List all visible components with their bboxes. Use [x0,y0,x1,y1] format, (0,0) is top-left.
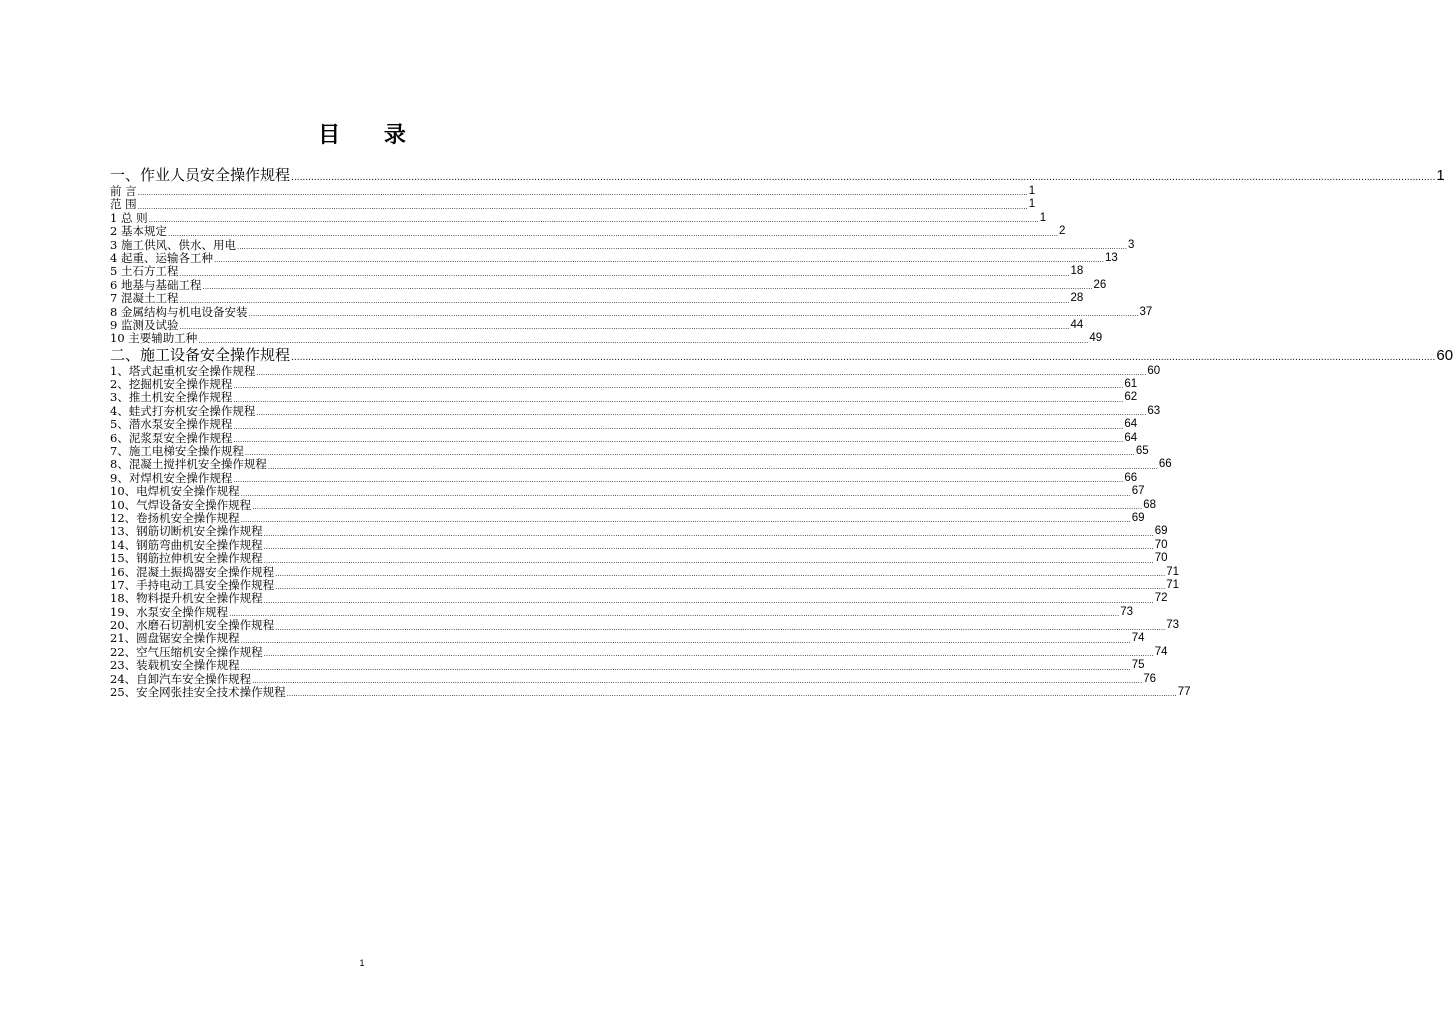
toc-page-number: 1 [1028,184,1036,197]
toc-row[interactable] [110,510,1145,525]
toc-dot-leader: ................................................................................................................................................................................................................................................................................................................................................................................................................ [256,409,1147,418]
toc-dot-leader: ................................................................................................................................................................................................................................................................................................................................................................................................................ [233,382,1124,391]
toc-page-number: 71 [1166,565,1179,578]
toc-dot-leader: ................................................................................................................................................................................................................................................................................................................................................................................................................ [233,436,1124,445]
toc-page-number: 74 [1131,632,1145,645]
toc-page-number: 37 [1139,305,1153,318]
toc-page-number: 64 [1124,431,1138,444]
toc-dot-leader: ................................................................................................................................................................................................................................................................................................................................................................................................................ [256,369,1147,378]
toc-entry-label: 1 总 则 [110,210,148,225]
toc-entry-label: 3 施工供风、供水、用电 [110,237,236,252]
toc-entry-label: 7 混凝土工程 [110,291,179,306]
toc-dot-leader: ................................................................................................................................................................................................................................................................................................................................................................................................................ [263,650,1154,659]
toc-row[interactable] [110,484,1145,499]
toc-row[interactable] [110,331,1103,346]
toc-dot-leader: ................................................................................................................................................................................................................................................................................................................................................................................................................ [244,449,1135,458]
toc-row[interactable] [110,671,1156,686]
toc-page-number: 13 [1105,251,1118,264]
toc-entry-label: 25、安全网张挂安全技术操作规程 [110,685,286,700]
toc-row[interactable] [110,658,1145,673]
toc-dot-leader: ................................................................................................................................................................................................................................................................................................................................................................................................................ [291,352,1436,363]
toc-dot-leader: ................................................................................................................................................................................................................................................................................................................................................................................................................ [291,173,1436,183]
toc-entry-label: 15、钢筋拉伸机安全操作规程 [110,551,263,566]
toc-row[interactable] [110,591,1168,606]
toc-entry-label: 10、电焊机安全操作规程 [110,484,240,499]
toc-page-number: 69 [1131,511,1145,524]
toc-dot-leader: ................................................................................................................................................................................................................................................................................................................................................................................................................ [263,596,1154,605]
toc-entry-label: 6 地基与基础工程 [110,277,202,292]
toc-page-number: 2 [1059,225,1066,238]
toc-page-number: 60 [1147,364,1161,377]
toc-row[interactable] [110,377,1138,392]
toc-dot-leader: ................................................................................................................................................................................................................................................................................................................................................................................................................ [240,516,1131,525]
toc-row[interactable] [110,631,1145,646]
toc-page-number: 73 [1120,605,1133,618]
toc-dot-leader: ................................................................................................................................................................................................................................................................................................................................................................................................................ [167,229,1059,238]
toc-entry-label: 23、装载机安全操作规程 [110,658,240,673]
toc-dot-leader: ................................................................................................................................................................................................................................................................................................................................................................................................................ [202,283,1093,292]
toc-row[interactable] [110,390,1138,405]
toc-dot-leader: ................................................................................................................................................................................................................................................................................................................................................................................................................ [248,309,1139,318]
toc-dot-leader: ................................................................................................................................................................................................................................................................................................................................................................................................................ [236,242,1128,251]
toc-entry-label: 7、施工电梯安全操作规程 [110,444,244,459]
toc-row[interactable] [110,618,1179,633]
toc-page-number: 18 [1070,265,1084,278]
toc-row[interactable] [110,264,1084,279]
toc-page-number: 26 [1093,278,1107,291]
toc-section-row[interactable] [110,166,1445,185]
toc-row[interactable] [110,183,1036,198]
toc-dot-leader: ................................................................................................................................................................................................................................................................................................................................................................................................................ [275,583,1166,592]
toc-page-number: 63 [1147,404,1161,417]
toc-entry-label: 9 监测及试验 [110,317,179,332]
toc-dot-leader: ................................................................................................................................................................................................................................................................................................................................................................................................................ [240,636,1131,645]
toc-dot-leader: ................................................................................................................................................................................................................................................................................................................................................................................................................ [252,677,1143,686]
toc-dot-leader: ................................................................................................................................................................................................................................................................................................................................................................................................................ [263,529,1154,538]
toc-page-number: 70 [1154,538,1168,551]
toc-dot-leader: ................................................................................................................................................................................................................................................................................................................................................................................................................ [275,569,1166,578]
toc-page-number: 74 [1154,645,1168,658]
toc-page-number: 49 [1089,332,1103,345]
toc-entry-label: 22、空气压缩机安全操作规程 [110,644,263,659]
toc-dot-leader: ................................................................................................................................................................................................................................................................................................................................................................................................................ [233,476,1124,485]
toc-entry-label: 2、挖掘机安全操作规程 [110,377,233,392]
toc-page-number: 72 [1154,592,1168,605]
toc-entry-label: 10、气焊设备安全操作规程 [110,497,252,512]
toc-entry-label: 8、混凝土搅拌机安全操作规程 [110,457,267,472]
toc-dot-leader: ................................................................................................................................................................................................................................................................................................................................................................................................................ [263,556,1154,565]
toc-row[interactable] [110,403,1161,418]
toc-entry-label: 1、塔式起重机安全操作规程 [110,363,256,378]
toc-row[interactable] [110,237,1135,252]
toc-entry-label: 2 基本规定 [110,224,167,239]
toc-entry-label: 16、混凝土振捣器安全操作规程 [110,564,275,579]
toc-page-number: 75 [1131,659,1145,672]
toc-entry-label: 范 围 [110,197,137,212]
toc-entry-label: 一、作业人员安全操作规程 [110,166,291,184]
toc-entry-label: 二、施工设备安全操作规程 [110,345,291,364]
toc-row[interactable] [110,551,1168,566]
toc-row[interactable] [110,564,1179,579]
toc-dot-leader: ................................................................................................................................................................................................................................................................................................................................................................................................................ [240,489,1131,498]
toc-entry-label: 8 金属结构与机电设备安装 [110,304,248,319]
toc-dot-leader: ................................................................................................................................................................................................................................................................................................................................................................................................................ [213,256,1105,265]
toc-entry-label: 5 土石方工程 [110,264,179,279]
toc-page-number: 73 [1166,619,1179,632]
toc-page-number: 70 [1154,552,1168,565]
toc-page-number: 69 [1154,525,1168,538]
toc-page-number: 28 [1070,292,1084,305]
toc-page-number: 65 [1135,445,1149,458]
toc-dot-leader: ................................................................................................................................................................................................................................................................................................................................................................................................................ [240,663,1131,672]
toc-entry-label: 10 主要辅助工种 [110,331,198,346]
toc-entry-label: 17、手持电动工具安全操作规程 [110,577,275,592]
toc-row[interactable] [110,470,1138,485]
toc-row[interactable] [110,457,1172,472]
toc-row[interactable] [110,250,1118,265]
toc-dot-leader: ................................................................................................................................................................................................................................................................................................................................................................................................................ [229,610,1120,619]
toc-row[interactable] [110,304,1153,319]
toc-entry-label: 19、水泵安全操作规程 [110,604,229,619]
toc-row[interactable] [110,685,1191,700]
toc-page-number: 76 [1143,672,1156,685]
toc-row[interactable] [110,524,1168,539]
toc-entry-label: 18、物料提升机安全操作规程 [110,591,263,606]
toc-row[interactable] [110,197,1036,212]
toc-entry-label: 21、圆盘锯安全操作规程 [110,631,240,646]
toc-row[interactable] [110,497,1156,512]
toc-row[interactable] [110,537,1168,552]
toc-row[interactable] [110,317,1084,332]
toc-entry-label: 14、钢筋弯曲机安全操作规程 [110,537,263,552]
toc-row[interactable] [110,430,1138,445]
toc-entry-label: 5、潜水泵安全操作规程 [110,417,233,432]
toc-dot-leader: ................................................................................................................................................................................................................................................................................................................................................................................................................ [275,623,1166,632]
toc-entry-label: 4、蛙式打夯机安全操作规程 [110,403,256,418]
toc-section-row[interactable] [110,345,1453,365]
page-number: 1 [359,958,365,968]
toc-page-number: 67 [1131,485,1145,498]
toc-row[interactable] [110,417,1138,432]
toc-page-number: 68 [1143,498,1156,511]
toc-page-number: 1 [1436,167,1445,184]
toc-dot-leader: ................................................................................................................................................................................................................................................................................................................................................................................................................ [263,543,1154,552]
toc-entry-label: 12、卷扬机安全操作规程 [110,510,240,525]
toc-row[interactable] [110,363,1161,378]
toc-page-number: 44 [1070,318,1084,331]
toc-row[interactable] [110,277,1107,292]
table-of-contents [110,166,1453,700]
toc-dot-leader: ................................................................................................................................................................................................................................................................................................................................................................................................................ [148,216,1039,225]
toc-page-number: 1 [1039,211,1047,224]
toc-page-number: 1 [1028,198,1036,211]
toc-dot-leader: ................................................................................................................................................................................................................................................................................................................................................................................................................ [179,296,1070,305]
toc-dot-leader: ................................................................................................................................................................................................................................................................................................................................................................................................................ [233,395,1124,404]
toc-page-number: 64 [1124,418,1138,431]
toc-row[interactable] [110,604,1133,619]
toc-dot-leader: ................................................................................................................................................................................................................................................................................................................................................................................................................ [198,336,1089,345]
toc-dot-leader: ................................................................................................................................................................................................................................................................................................................................................................................................................ [137,202,1028,211]
toc-page-number: 66 [1158,458,1172,471]
toc-entry-label: 20、水磨石切割机安全操作规程 [110,618,275,633]
toc-entry-label: 前 言 [110,183,137,198]
toc-entry-label: 4 起重、运输各工种 [110,250,213,265]
toc-dot-leader: ................................................................................................................................................................................................................................................................................................................................................................................................................ [267,462,1158,471]
toc-entry-label: 24、自卸汽车安全操作规程 [110,671,252,686]
toc-dot-leader: ................................................................................................................................................................................................................................................................................................................................................................................................................ [179,323,1070,332]
toc-page-number: 62 [1124,391,1138,404]
toc-page-number: 61 [1124,378,1138,391]
toc-row[interactable] [110,644,1168,659]
toc-page-number: 3 [1128,238,1135,251]
toc-page-number: 66 [1124,471,1138,484]
toc-entry-label: 6、泥浆泵安全操作规程 [110,430,233,445]
toc-row[interactable] [110,224,1066,239]
page-title: 目 录 [318,122,424,148]
toc-row[interactable] [110,210,1047,225]
toc-dot-leader: ................................................................................................................................................................................................................................................................................................................................................................................................................ [233,422,1124,431]
toc-page-number: 71 [1166,578,1179,591]
toc-dot-leader: ................................................................................................................................................................................................................................................................................................................................................................................................................ [179,269,1070,278]
toc-entry-label: 13、钢筋切断机安全操作规程 [110,524,263,539]
toc-row[interactable] [110,444,1149,459]
toc-row[interactable] [110,291,1084,306]
toc-dot-leader: ................................................................................................................................................................................................................................................................................................................................................................................................................ [137,189,1028,198]
toc-row[interactable] [110,577,1179,592]
toc-dot-leader: ................................................................................................................................................................................................................................................................................................................................................................................................................ [252,502,1143,511]
toc-entry-label: 9、对焊机安全操作规程 [110,470,233,485]
toc-page-number: 77 [1177,686,1191,699]
toc-page-number: 60 [1436,346,1453,364]
toc-dot-leader: ................................................................................................................................................................................................................................................................................................................................................................................................................ [286,690,1177,699]
toc-entry-label: 3、推土机安全操作规程 [110,390,233,405]
